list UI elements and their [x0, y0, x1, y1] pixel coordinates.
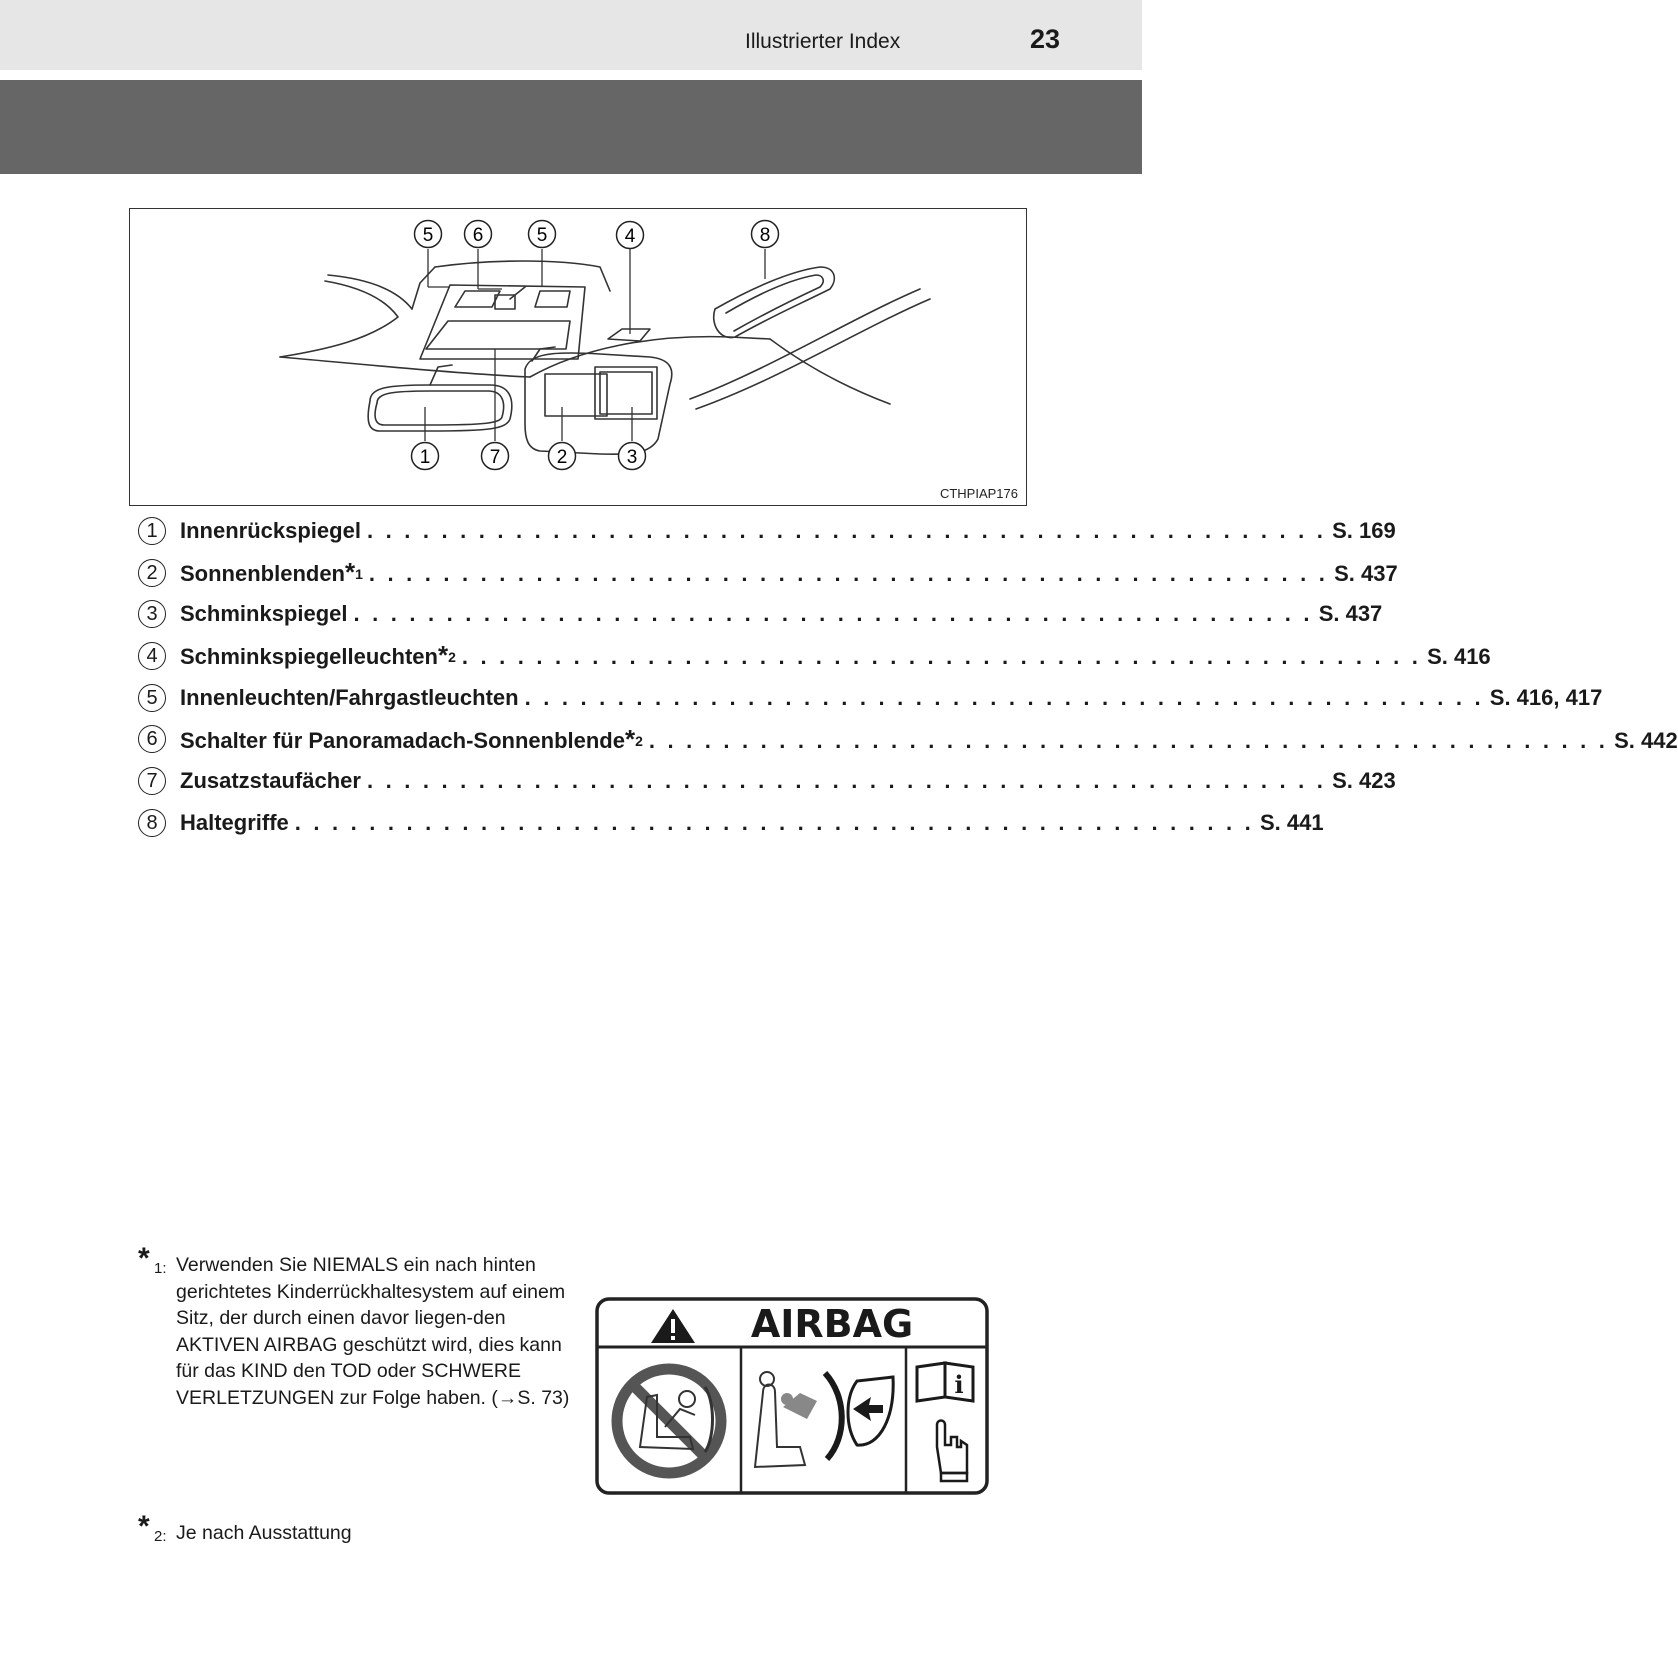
index-item-innenleuchten[interactable] [138, 677, 1603, 719]
index-item-sonnenblenden[interactable] [138, 552, 1398, 594]
index-item-schminkspiegelleuchten[interactable] [138, 635, 1491, 677]
svg-text:1: 1 [419, 447, 431, 468]
item-page-ref[interactable]: S. 437 [1318, 601, 1383, 627]
leader-dots: . . . . . . . . . . . . . . . . . . . . . . . . . . . . . . . . . . . . . . . . . . . . . . . . . . . . [366, 767, 1327, 793]
image-code: CTHPIAP176 [939, 486, 1018, 501]
footnote-number: 2: [154, 1528, 167, 1545]
item-number: 3 [138, 600, 166, 628]
leader-dots: . . . . . . . . . . . . . . . . . . . . . . . . . . . . . . . . . . . . . . . . . . . . . . . . . . . . [648, 727, 1609, 753]
item-name: Schminkspiegelleuchten [180, 644, 438, 670]
footnote-1 [138, 1242, 576, 1411]
item-page-ref[interactable]: S. 437 [1334, 561, 1398, 587]
index-item-haltegriffe[interactable] [138, 802, 1324, 844]
callout-top-4 [617, 222, 644, 249]
header-bar [0, 0, 1142, 70]
page-number: 23 [1030, 24, 1061, 54]
item-name: Sonnenblenden [180, 561, 345, 587]
leader-dots: . . . . . . . . . . . . . . . . . . . . . . . . . . . . . . . . . . . . . . . . . . . . . . . . . . . . [461, 644, 1422, 670]
svg-text:5: 5 [422, 225, 434, 246]
info-glyph: i [954, 1370, 964, 1399]
item-number: 5 [138, 684, 166, 712]
item-page-ref[interactable]: S. 423 [1332, 767, 1396, 793]
item-name: Haltegriffe [180, 809, 289, 835]
svg-text:6: 6 [472, 225, 484, 246]
footnote-star: * [624, 723, 636, 754]
item-name: Zusatzstaufächer [180, 767, 361, 793]
footnote-star: * [138, 1510, 150, 1543]
item-page-ref[interactable]: S. 169 [1332, 517, 1396, 543]
item-name: Innenrückspiegel [180, 517, 361, 543]
footnote-2 [138, 1510, 576, 1547]
interior-roof-illustration [129, 208, 1027, 506]
callout-bottom-3 [619, 443, 646, 470]
svg-text:3: 3 [626, 447, 638, 468]
chapter-band [0, 80, 1142, 174]
index-item-innenrueckspiegel[interactable] [138, 510, 1396, 552]
item-number: 4 [138, 642, 166, 670]
svg-text:8: 8 [759, 225, 771, 246]
item-number: 2 [138, 559, 166, 587]
item-name: Schalter für Panoramadach-Sonnenblende [180, 727, 625, 753]
svg-text:5: 5 [536, 225, 548, 246]
item-name: Innenleuchten/Fahrgastleuchten [180, 684, 519, 710]
index-item-zusatzstaufaecher[interactable] [138, 760, 1396, 802]
item-page-ref[interactable]: S. 416, 417 [1489, 684, 1603, 710]
svg-text:2: 2 [556, 447, 568, 468]
callout-bottom-7 [482, 443, 509, 470]
item-number: 6 [138, 725, 166, 753]
callout-top-5a [415, 221, 442, 248]
footnote-star: * [138, 1242, 150, 1275]
item-number: 1 [138, 517, 166, 545]
svg-text:4: 4 [624, 226, 636, 247]
footnote-text: Verwenden Sie NIEMALS ein nach hinten gerichtetes Kinderrückhaltesystem auf einem Sitz, der durch einen davor liegen-den AKTIVEN AIRBAG geschützt wird, dies kann für das KIND den TOD oder SCHWERE VERLETZUNGEN zur Folge haben. (→S. 73) [176, 1254, 570, 1409]
footnote-number: 1: [154, 1260, 167, 1277]
item-number: 7 [138, 767, 166, 795]
item-page-ref[interactable]: S. 442 [1614, 727, 1678, 753]
callout-top-6 [465, 221, 492, 248]
leader-dots: . . . . . . . . . . . . . . . . . . . . . . . . . . . . . . . . . . . . . . . . . . . . . . . . . . . . [368, 561, 1329, 587]
item-page-ref[interactable]: S. 441 [1259, 809, 1324, 835]
item-name: Schminkspiegel [180, 601, 348, 627]
svg-text:7: 7 [489, 447, 501, 468]
leader-dots: . . . . . . . . . . . . . . . . . . . . . . . . . . . . . . . . . . . . . . . . . . . . . . . . . . . . [524, 684, 1484, 710]
callout-bottom-1 [412, 443, 439, 470]
index-item-schminkspiegel[interactable] [138, 593, 1383, 635]
footnote-text: Je nach Ausstattung [176, 1522, 352, 1544]
callout-top-5b [529, 221, 556, 248]
leader-dots: . . . . . . . . . . . . . . . . . . . . . . . . . . . . . . . . . . . . . . . . . . . . . . . . . . . . [353, 601, 1313, 627]
roof-drawing [130, 209, 1026, 505]
footnote-star: * [437, 640, 449, 671]
item-page-ref[interactable]: S. 416 [1427, 644, 1491, 670]
footnote-ref: 1 [355, 566, 363, 583]
airbag-warning-label [595, 1297, 989, 1495]
item-number: 8 [138, 809, 166, 837]
footnote-ref: 2 [448, 649, 456, 666]
leader-dots: . . . . . . . . . . . . . . . . . . . . . . . . . . . . . . . . . . . . . . . . . . . . . . . . . . . . [366, 517, 1327, 543]
footnote-ref: 2 [635, 732, 643, 749]
index-list [138, 510, 1678, 844]
callout-top-8 [752, 221, 779, 248]
airbag-title: AIRBAG [750, 1302, 914, 1346]
header-separator [0, 70, 1142, 80]
leader-dots: . . . . . . . . . . . . . . . . . . . . . . . . . . . . . . . . . . . . . . . . . . . . . . . . . . . . [294, 809, 1254, 835]
callout-bottom-2 [549, 443, 576, 470]
index-item-panoramadach-schalter[interactable] [138, 718, 1678, 760]
section-title: Illustrierter Index [745, 30, 901, 53]
footnote-star: * [345, 557, 356, 588]
